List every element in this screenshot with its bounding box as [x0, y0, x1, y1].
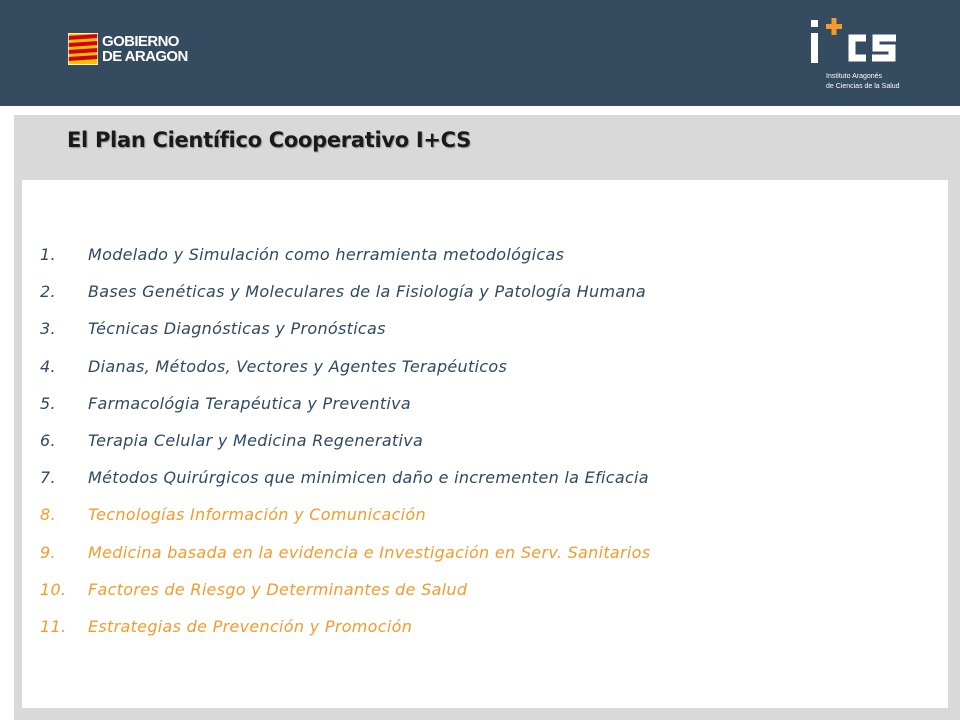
- list-item: [40, 534, 650, 571]
- gov-line1: GOBIERNO: [102, 33, 179, 50]
- list-item: [40, 422, 650, 459]
- item-number: 3.: [40, 319, 56, 339]
- slide-title: El Plan Científico Cooperativo I+CS: [67, 128, 472, 152]
- item-number: 9.: [40, 542, 56, 562]
- item-number: 4.: [40, 356, 56, 376]
- gobierno-aragon-logo: [68, 32, 188, 66]
- header-separator: [0, 106, 960, 115]
- item-number: 1.: [40, 245, 56, 265]
- item-text: Terapia Celular y Medicina Regenerativa: [88, 431, 424, 451]
- item-number: 6.: [40, 431, 56, 451]
- item-text: Tecnologías Información y Comunicación: [88, 505, 426, 525]
- list-item: [40, 273, 650, 310]
- item-text: Dianas, Métodos, Vectores y Agentes Terapéuticos: [88, 356, 508, 376]
- item-text: Medicina basada en la evidencia e Investigación en Serv. Sanitarios: [88, 542, 651, 562]
- item-text: Factores de Riesgo y Determinantes de Salud: [88, 579, 468, 599]
- ics-sub-line2: de Ciencias de la Salud: [826, 83, 900, 90]
- item-text: Estrategias de Prevención y Promoción: [88, 616, 413, 636]
- aragon-flag-icon: [68, 33, 98, 65]
- ics-sub-line1: Instituto Aragonés: [826, 73, 883, 80]
- list-item: [40, 608, 650, 645]
- item-number: 7.: [40, 468, 56, 488]
- item-number: 2.: [40, 282, 56, 302]
- gobierno-aragon-wordmark: [102, 34, 188, 64]
- ics-logo: [808, 16, 918, 96]
- item-text: Modelado y Simulación como herramienta metodológicas: [88, 245, 565, 265]
- ics-subtitle: [826, 72, 900, 92]
- item-number: 11.: [40, 616, 67, 636]
- gov-line2: DE ARAGON: [102, 48, 188, 65]
- item-text: Métodos Quirúrgicos que minimicen daño e incrementen la Eficacia: [88, 468, 649, 488]
- item-number: 5.: [40, 393, 56, 413]
- list-item: [40, 459, 650, 496]
- item-number: 8.: [40, 505, 56, 525]
- item-text: Farmacológia Terapéutica y Preventiva: [88, 393, 412, 413]
- header-bar: [0, 0, 960, 106]
- item-text: Técnicas Diagnósticas y Pronósticas: [88, 319, 386, 339]
- item-text: Bases Genéticas y Moleculares de la Fisiología y Patología Humana: [88, 282, 646, 302]
- list-item: [40, 496, 650, 533]
- list-item: [40, 310, 650, 347]
- ics-logo-icon: [808, 16, 900, 68]
- item-number: 10.: [40, 579, 67, 599]
- list-item: [40, 348, 650, 385]
- list-item: [40, 236, 650, 273]
- list-item: [40, 385, 650, 422]
- list-item: [40, 571, 650, 608]
- research-lines-list: [40, 236, 650, 645]
